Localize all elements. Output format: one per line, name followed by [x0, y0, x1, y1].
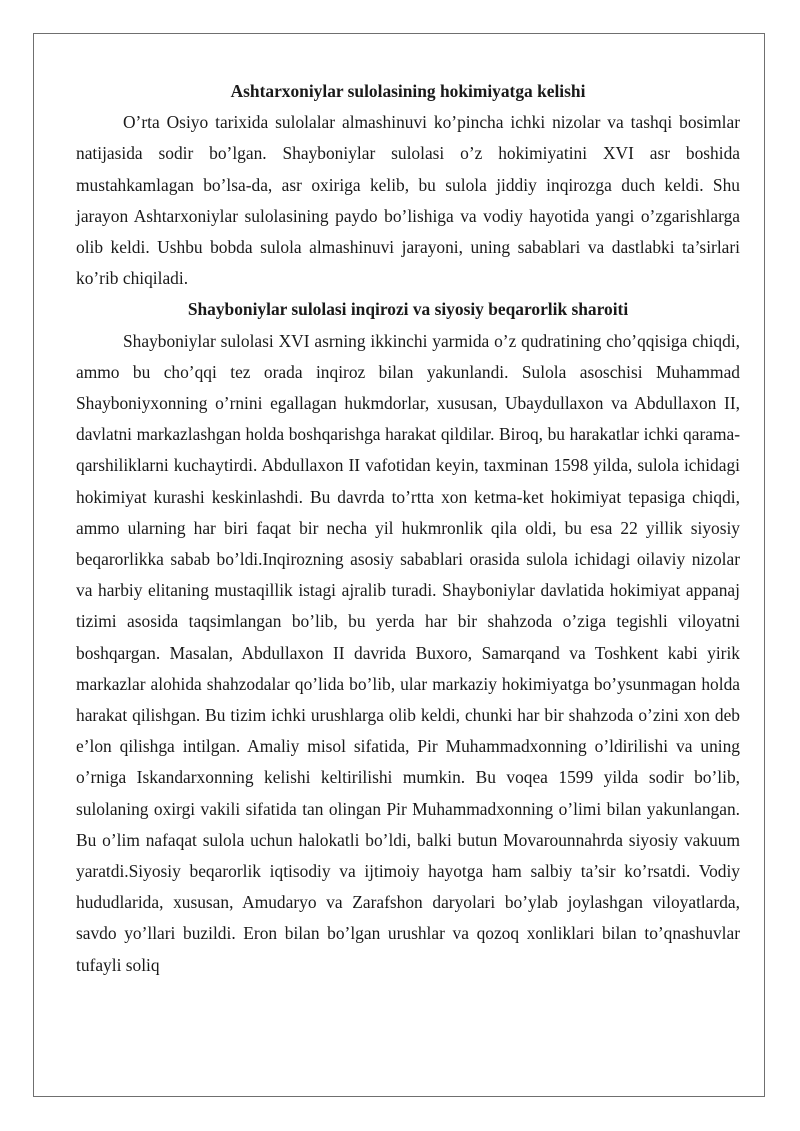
intro-paragraph: O’rta Osiyo tarixida sulolalar almashinuvi ko’pincha ichki nizolar va tashqi bosimlar natijasida sodir bo’lgan. Shayboniylar sulolasi o’z hokimiyatini XVI asr boshida mustahkamlagan bo’lsa-da, asr oxiriga kelib, bu sulola jiddiy inqirozga duch keldi. Shu jarayon Ashtarxoniylar sulolasining paydo bo’lishiga va vodiy hayotida yangi o’zgarishlarga olib keldi. Ushbu bobda sulola almashinuvi jarayoni, uning sabablari va dastlabki ta’sirlari ko’rib chiqiladi.	[76, 112, 740, 289]
document-title: Ashtarxoniylar sulolasining hokimiyatga kelishi	[230, 81, 586, 101]
document-body	[76, 76, 740, 981]
section-heading: Shayboniylar sulolasi inqirozi va siyosiy beqarorlik sharoiti	[187, 299, 629, 320]
section-paragraph: Shayboniylar sulolasi XVI asrning ikkinchi yarmida o’z qudratining cho’qqisiga chiqdi, ammo bu cho’qqi tez orada inqiroz bilan yakunlandi. Sulola asoschisi Muhammad Shayboniyxonning o’rnini egallagan hukmdorlar, xususan, Ubaydullaxon va Abdullaxon II, davlatni markazlashgan holda boshqarishga harakat qildilar. Biroq, bu harakatlar ichki qarama-qarshiliklarni kuchaytirdi. Abdullaxon II vafotidan keyin, taxminan 1598 yilda, sulola ichidagi hokimiyat kurashi keskinlashdi. Bu davrda to’rtta xon ketma-ket hokimiyat tepasiga chiqdi, ammo ularning har biri faqat bir necha yil hukmronlik qila oldi, bu esa 22 yillik siyosiy beqarorlikka sabab bo’ldi.Inqirozning asosiy sabablari orasida sulola ichidagi oilaviy nizolar va harbiy elitaning mustaqillik istagi ajralib turadi. Shayboniylar davlatida hokimiyat appanaj tizimi asosida taqsimlangan bo’lib, bu yerda har bir shahzoda o’ziga tegishli viloyatni boshqargan. Masalan, Abdullaxon II davrida Buxoro, Samarqand va Toshkent kabi yirik markazlar alohida shahzodalar qo’lida bo’lib, ular markaziy hokimiyatga bo’ysunmagan holda harakat qilishgan. Bu tizim ichki urushlarga olib keldi, chunki har bir shahzoda o’zini xon deb e’lon qilishga intilgan. Amaliy misol sifatida, Pir Muhammadxonning o’ldirilishi va uning o’rniga Iskandarxonning kelishi keltirilishi mumkin. Bu voqea 1599 yilda sodir bo’lib, sulolaning oxirgi vakili sifatida tan olingan Pir Muhammadxonning o’limi bilan yakunlangan. Bu o’lim nafaqat sulola uchun halokatli bo’ldi, balki butun Movarounnahrda siyosiy vakuum yaratdi.Siyosiy beqarorlik iqtisodiy va ijtimoiy hayotga ham salbiy ta’sir ko’rsatdi. Vodiy hududlarida, xususan, Amudaryo va Zarafshon daryolari bo’ylab joylashgan viloyatlarda, savdo yo’llari buzildi. Eron bilan bo’lgan urushlar va qozoq xonliklari bilan to’qnashuvlar tufayli soliq	[76, 330, 740, 975]
